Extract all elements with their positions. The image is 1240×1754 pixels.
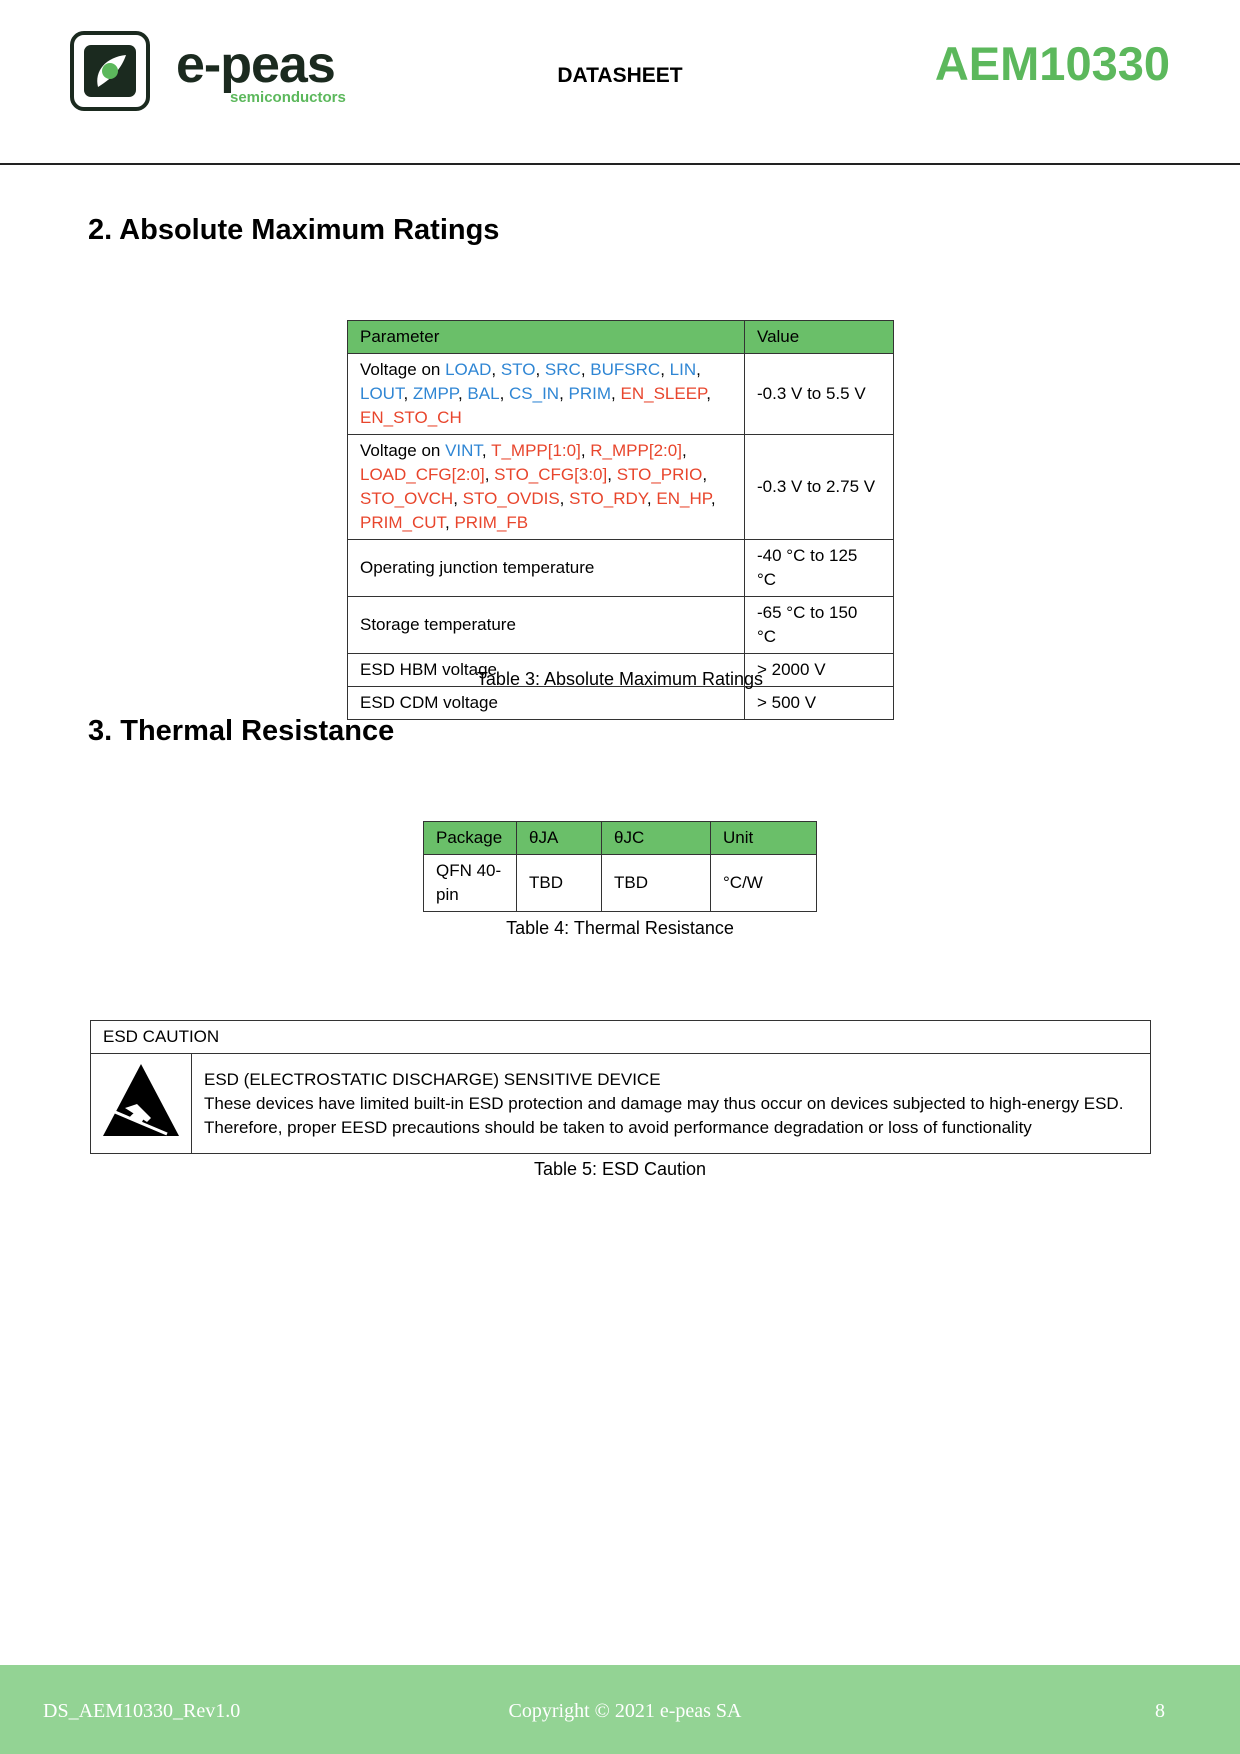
parameter-cell: Storage temperature [348,597,745,654]
unit-cell: °C/W [711,855,817,912]
document-type: DATASHEET [557,64,683,87]
esd-header-row [91,1021,1151,1054]
parameter-cell: ESD CDM voltage [348,687,745,720]
pin-list: VINT, T_MPP[1:0], R_MPP[2:0], LOAD_CFG[2:0], STO_CFG[3:0], STO_PRIO, STO_OVCH, STO_OVDIS, STO_RDY, EN_HP, PRIM_CUT, PRIM_FB [360,441,716,532]
parameter-cell [348,435,745,540]
pin-name: PRIM [568,384,612,403]
section-title-absolute-maximum-ratings: 2. Absolute Maximum Ratings [88,214,500,246]
theta-jc-cell: TBD [602,855,711,912]
column-header-theta-jc: θJC [602,822,711,855]
pin-name: SRC [544,360,581,379]
esd-content-row [91,1054,1151,1154]
table-row [348,597,894,654]
section-title-thermal-resistance: 3. Thermal Resistance [88,715,395,747]
table-caption: Table 4: Thermal Resistance [506,918,734,938]
logo-subtitle: semiconductors [230,89,346,106]
document-id: DS_AEM10330_Rev1.0 [43,1700,241,1722]
column-header-package: Package [424,822,517,855]
esd-title: ESD (ELECTROSTATIC DISCHARGE) SENSITIVE DEVICE [204,1069,661,1089]
parameter-cell [348,354,745,435]
pin-name: VINT [445,441,482,460]
pin-name: LOUT [360,384,404,403]
column-header-unit: Unit [711,822,817,855]
parameter-prefix: Voltage on [360,441,446,460]
pin-list: LOAD, STO, SRC, BUFSRC, LIN, LOUT, ZMPP, BAL, CS_IN, PRIM, EN_SLEEP, EN_STO_CH [360,360,711,427]
pin-name: STO_PRIO [616,465,703,484]
header-divider [0,163,1240,165]
value-cell: > 2000 V [745,654,894,687]
pin-name: PRIM_FB [454,513,529,532]
esd-body: These devices have limited built-in ESD protection and damage may thus occur on devices subjected to high-energy ESD. Therefore, proper EESD precautions should be taken to avoid performance degradation or loss of functionality [204,1093,1124,1137]
package-cell: QFN 40-pin [424,855,517,912]
pin-name: R_MPP[2:0] [590,441,682,460]
pin-name: T_MPP[1:0] [491,441,581,460]
table-caption: Table 5: ESD Caution [533,1159,707,1179]
pin-name: STO_OVCH [360,489,454,508]
table-header-row [348,321,894,354]
pin-name: BAL [467,384,500,403]
thermal-resistance-table [423,821,817,912]
parameter-prefix: Voltage on [360,360,446,379]
column-header-theta-ja: θJA [517,822,602,855]
pin-name: STO_OVDIS [462,489,560,508]
pin-name: LOAD [445,360,492,379]
theta-ja-cell: TBD [517,855,602,912]
pin-name: STO [500,360,536,379]
table-header-row [424,822,817,855]
parameter-cell: ESD HBM voltage [348,654,745,687]
pin-name: EN_STO_CH [360,408,462,427]
logo-wordmark: e-peas [176,36,335,94]
column-header-parameter: Parameter [348,321,745,354]
e-peas-logo-icon [70,31,150,111]
pin-name: STO_RDY [569,489,647,508]
esd-icon-cell [91,1054,192,1154]
esd-description-cell [192,1054,1151,1154]
table-row [424,855,817,912]
page-footer [0,1665,1240,1754]
value-cell: -40 °C to 125 °C [745,540,894,597]
esd-warning-icon [101,1060,181,1140]
absolute-maximum-ratings-table [347,320,894,720]
table-row [348,687,894,720]
esd-caution-header: ESD CAUTION [91,1021,1151,1054]
table-caption: Table 3: Absolute Maximum Ratings [476,669,764,689]
pin-name: STO_CFG[3:0] [494,465,608,484]
value-cell: -65 °C to 150 °C [745,597,894,654]
table-row [348,354,894,435]
esd-caution-table [90,1020,1151,1154]
part-number: AEM10330 [934,37,1170,90]
page-number: 8 [1155,1700,1165,1722]
page-header [0,0,1240,166]
pin-name: ZMPP [412,384,458,403]
company-logo [70,31,360,113]
pin-name: BUFSRC [590,360,661,379]
table-row [348,435,894,540]
pin-name: EN_HP [656,489,711,508]
pin-name: LIN [669,360,697,379]
parameter-cell: Operating junction temperature [348,540,745,597]
pin-name: CS_IN [509,384,560,403]
value-cell: -0.3 V to 2.75 V [745,435,894,540]
pin-name: PRIM_CUT [360,513,446,532]
pin-name: EN_SLEEP [620,384,707,403]
column-header-value: Value [745,321,894,354]
copyright-notice: Copyright © 2021 e-peas SA [508,1700,742,1722]
value-cell: > 500 V [745,687,894,720]
pin-name: LOAD_CFG[2:0] [360,465,485,484]
value-cell: -0.3 V to 5.5 V [745,354,894,435]
table-row [348,540,894,597]
